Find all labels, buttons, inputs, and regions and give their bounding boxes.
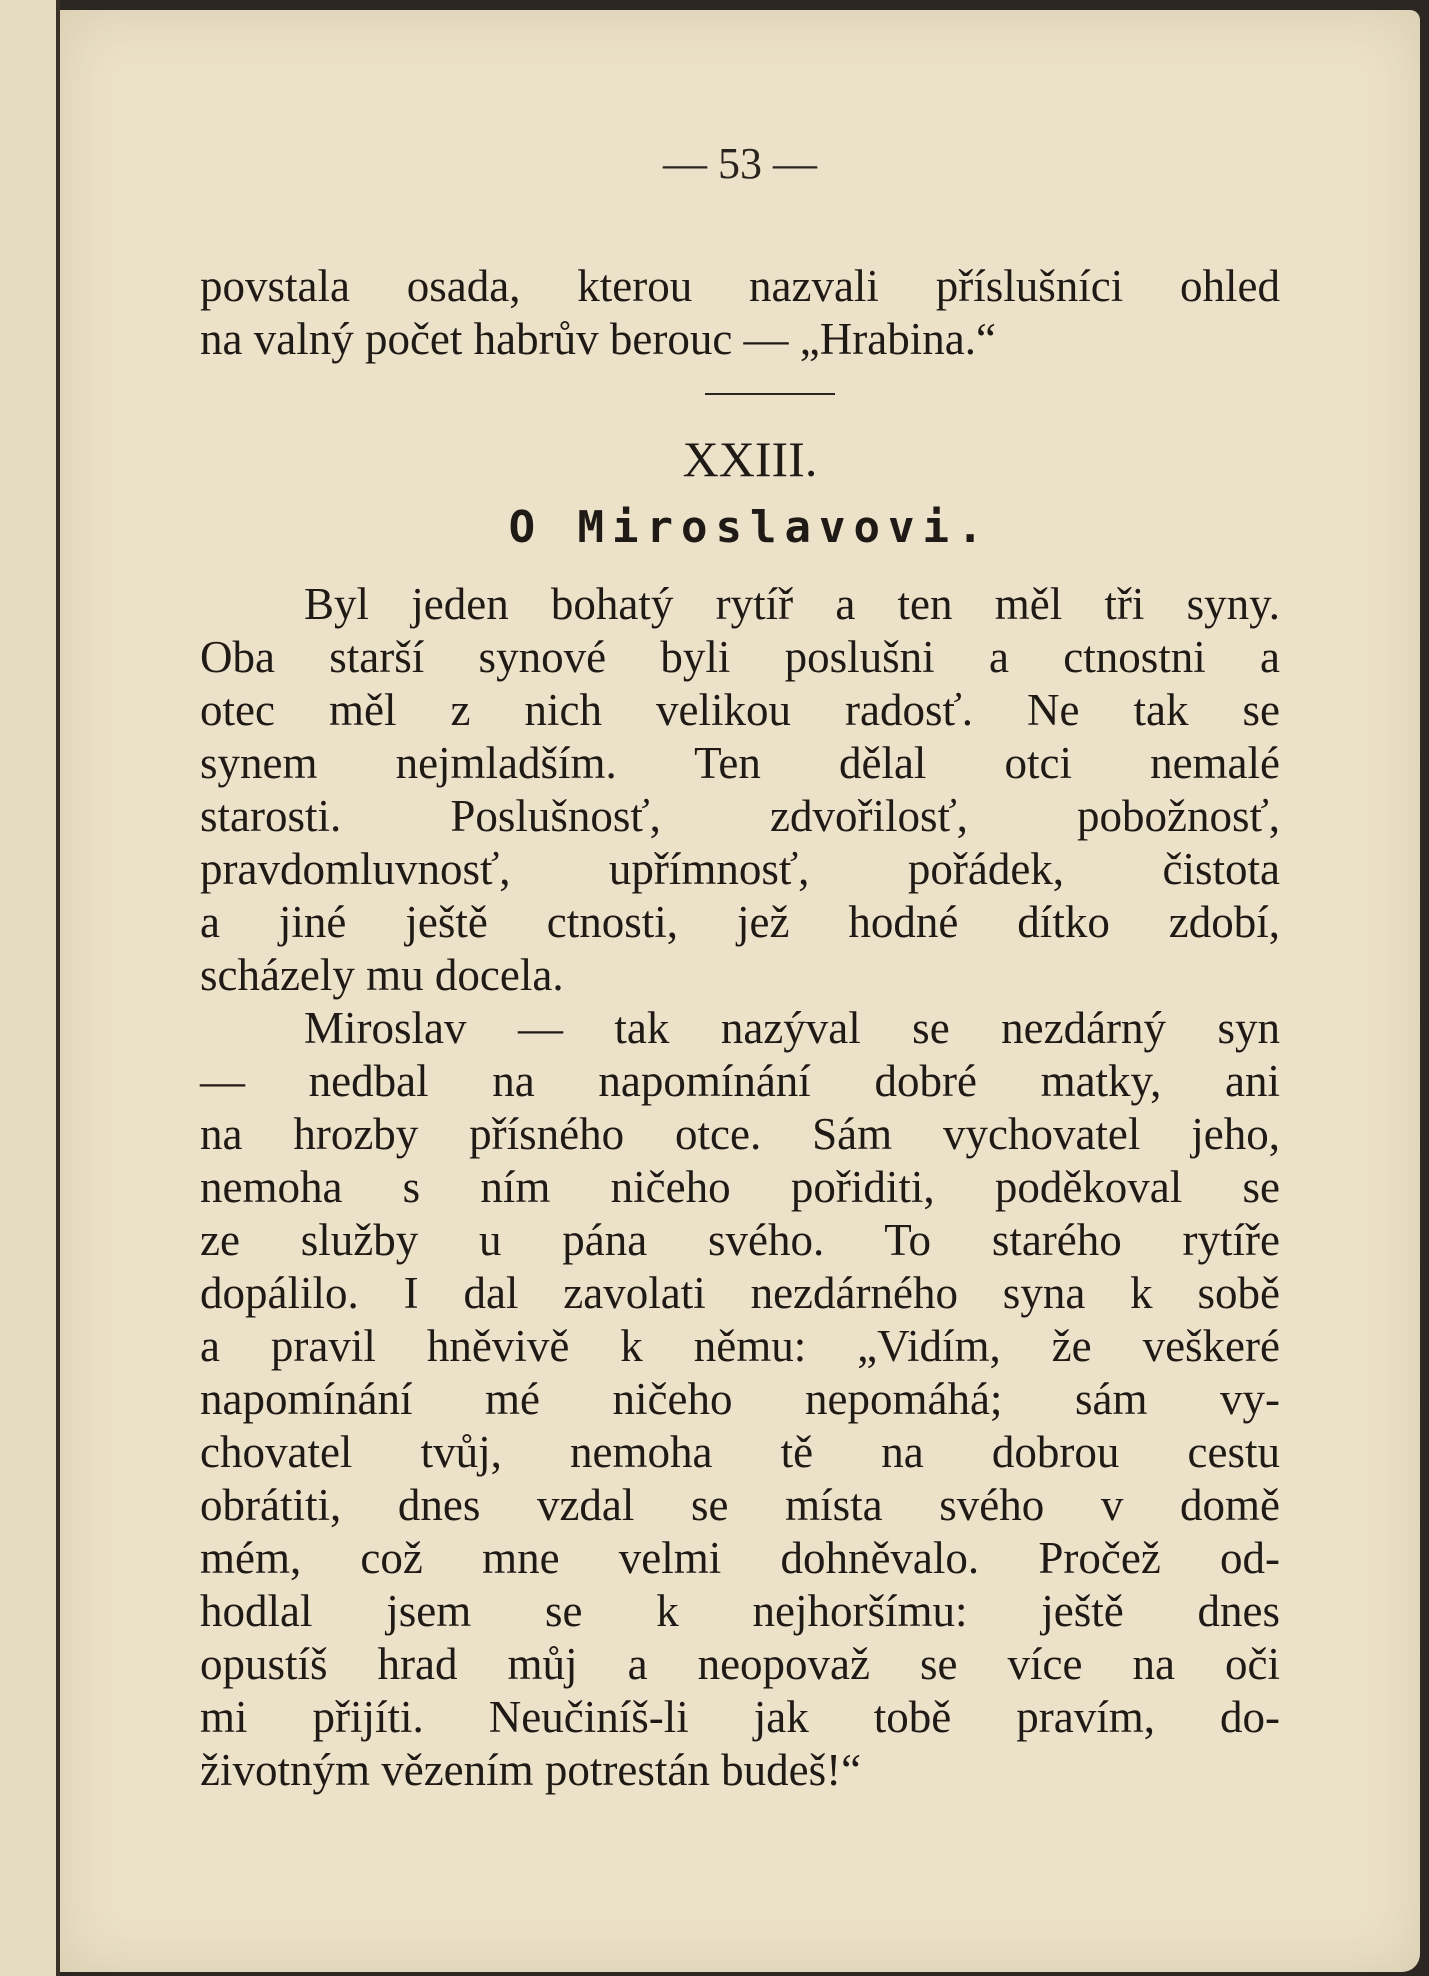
text-line: pravdomluvnosť, upřímnosť, pořádek, čistota — [200, 844, 1280, 894]
text-line: hodlal jsem se k nejhoršímu: ještě dnes — [200, 1586, 1280, 1636]
text-line: na hrozby přísného otce. Sám vychovatel jeho, — [200, 1109, 1280, 1159]
text-line: scházely mu docela. — [200, 950, 564, 1000]
text-line: dopálilo. I dal zavolati nezdárného syna k sobě — [200, 1268, 1280, 1318]
text-line: Byl jeden bohatý rytíř a ten měl tři syny. — [304, 579, 1280, 629]
text-line: — nedbal na napomínání dobré matky, ani — [200, 1056, 1280, 1106]
book-page — [60, 10, 1420, 1972]
text-line: chovatel tvůj, nemoha tě na dobrou cestu — [200, 1427, 1280, 1477]
section-divider — [705, 393, 835, 395]
chapter-body — [200, 578, 1280, 1797]
text-line: opustíš hrad můj a neopovaž se více na oči — [200, 1639, 1280, 1689]
text-line: mém, což mne velmi dohněvalo. Pročež od- — [200, 1533, 1280, 1583]
text-line: povstala osada, kterou nazvali příslušníci ohled — [200, 261, 1280, 311]
text-line: Oba starší synové byli poslušni a ctnostni a — [200, 632, 1280, 682]
text-line: na valný počet habrův berouc — „Hrabina.“ — [200, 314, 996, 364]
text-line: mi přijíti. Neučiníš-li jak tobě pravím, do- — [200, 1692, 1280, 1742]
text-line: Miroslav — tak nazýval se nezdárný syn — [304, 1003, 1280, 1053]
text-line: životným vězením potrestán budeš!“ — [200, 1745, 862, 1795]
text-line: nemoha s ním ničeho pořiditi, poděkoval se — [200, 1162, 1280, 1212]
text-line: a jiné ještě ctnosti, jež hodné dítko zdobí, — [200, 897, 1280, 947]
page-number: — 53 — — [663, 139, 817, 188]
chapter-title: O Miroslavovi. — [508, 502, 992, 553]
intro-text — [200, 260, 1280, 366]
text-line: obrátiti, dnes vzdal se místa svého v domě — [200, 1480, 1280, 1530]
text-line: otec měl z nich velikou radosť. Ne tak se — [200, 685, 1280, 735]
text-line: napomínání mé ničeho nepomáhá; sám vy- — [200, 1374, 1280, 1424]
text-line: a pravil hněvivě k němu: „Vidím, že veškeré — [200, 1321, 1280, 1371]
text-line: starosti. Poslušnosť, zdvořilosť, pobožnosť, — [200, 791, 1280, 841]
facing-page-edge — [0, 0, 60, 1976]
chapter-number: XXIII. — [682, 431, 818, 487]
text-line: ze služby u pána svého. To starého rytíře — [200, 1215, 1280, 1265]
text-line: synem nejmladším. Ten dělal otci nemalé — [200, 738, 1280, 788]
